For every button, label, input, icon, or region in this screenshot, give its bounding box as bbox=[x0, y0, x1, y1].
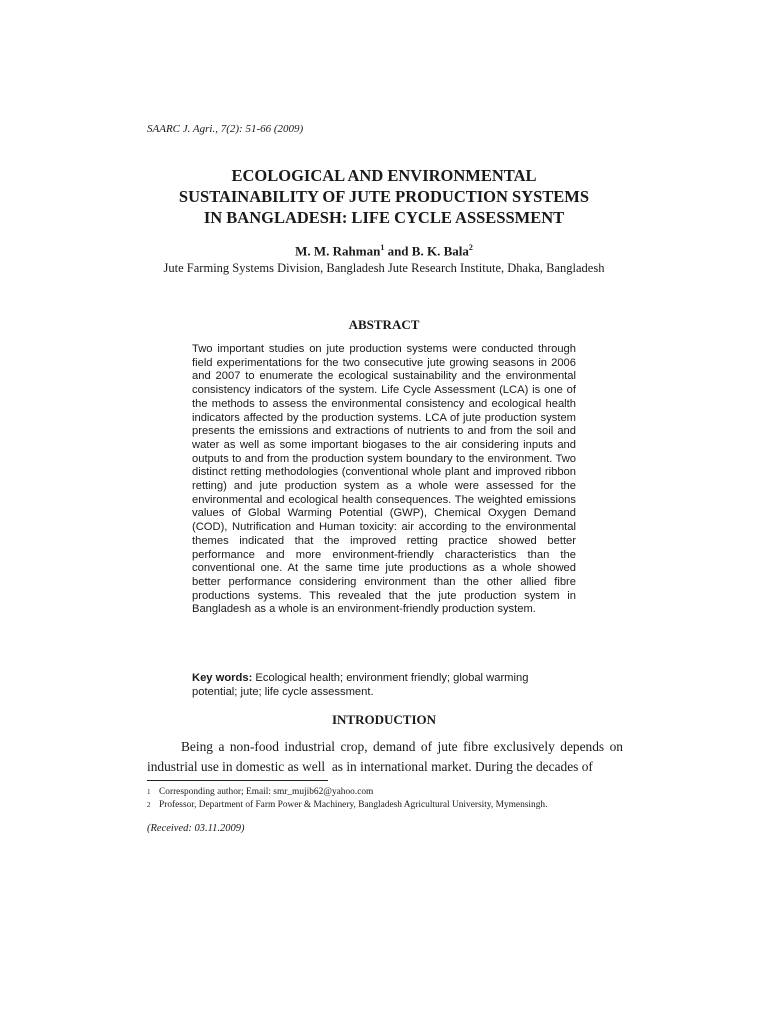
author-affiliation: Jute Farming Systems Division, Bangladesh Jute Research Institute, Dhaka, Bangladesh bbox=[163, 261, 605, 275]
footnote bbox=[147, 799, 627, 812]
author-name: B. K. Bala bbox=[411, 243, 469, 259]
footnote-text: Corresponding author; Email: smr_mujib62@yahoo.com bbox=[159, 787, 374, 797]
author-name: M. M. Rahman bbox=[295, 243, 381, 259]
author-list bbox=[100, 243, 668, 259]
title-line-3: IN BANGLADESH: LIFE CYCLE ASSESSMENT bbox=[203, 208, 565, 227]
introduction-body: Being a non-food industrial crop, demand of jute fibre exclusively depends on industrial use in domestic as well as in international market. During the decades of bbox=[147, 739, 627, 774]
abstract-body: Two important studies on jute production systems were conducted through field experimentations for the two consecutive jute growing seasons in 2006 and 2007 to enumerate the ecological sustainability and the environmental consistency indicators of the system. Life Cycle Assessment (LCA) is one of the methods to assess the environmental consistency and ecological health indicators affected by the production systems. LCA of jute production system presents the emissions and extractions of nutrients to and from the soil and water as well as some important biogases to the air considering inputs and outputs to and from the production system boundary to the environment. Two distinct retting methodologies (conventional whole plant and improved ribbon retting) and jute production system as a whole were assessed for the environmental and ecological health consequences. The weighted emissions values of Global Warming Potential (GWP), Chemical Oxygen Demand (COD), Nutrification and Human toxicity: air according to the environmental themes indicated that the improved retting practice showed better performance and more environment-friendly characteristics than the conventional one. At the same time jute productions as a whole showed better performance considering environment than the other allied fibre productions systems. This revealed that the jute production system in Bangladesh as a whole is an environment-friendly production system. bbox=[192, 343, 576, 616]
author-affiliation-mark: 2 bbox=[468, 243, 473, 252]
abstract-heading: ABSTRACT bbox=[348, 317, 420, 332]
footnote-mark: 2 bbox=[147, 801, 151, 809]
title-line-2: SUSTAINABILITY OF JUTE PRODUCTION SYSTEMS bbox=[178, 187, 590, 206]
keywords bbox=[192, 672, 576, 699]
footnote bbox=[147, 786, 627, 799]
paper-title bbox=[100, 165, 668, 228]
introduction-heading: INTRODUCTION bbox=[331, 712, 436, 727]
author-conjunction: and bbox=[384, 243, 412, 259]
keywords-label: Key words: bbox=[192, 672, 253, 684]
title-line-1: ECOLOGICAL AND ENVIRONMENTAL bbox=[231, 166, 537, 185]
footnote-mark: 1 bbox=[147, 788, 151, 796]
author-affiliation-mark: 1 bbox=[380, 243, 385, 252]
footnote-divider bbox=[147, 780, 328, 781]
received-date: (Received: 03.11.2009) bbox=[147, 823, 245, 834]
footnote-text: Professor, Department of Farm Power & Machinery, Bangladesh Agricultural University, Mymensingh. bbox=[159, 800, 548, 810]
journal-reference: SAARC J. Agri., 7(2): 51-66 (2009) bbox=[147, 123, 304, 135]
keywords-text: Ecological health; environment friendly; global warming potential; jute; life cycle assessment. bbox=[192, 672, 529, 698]
footnotes bbox=[147, 786, 627, 812]
